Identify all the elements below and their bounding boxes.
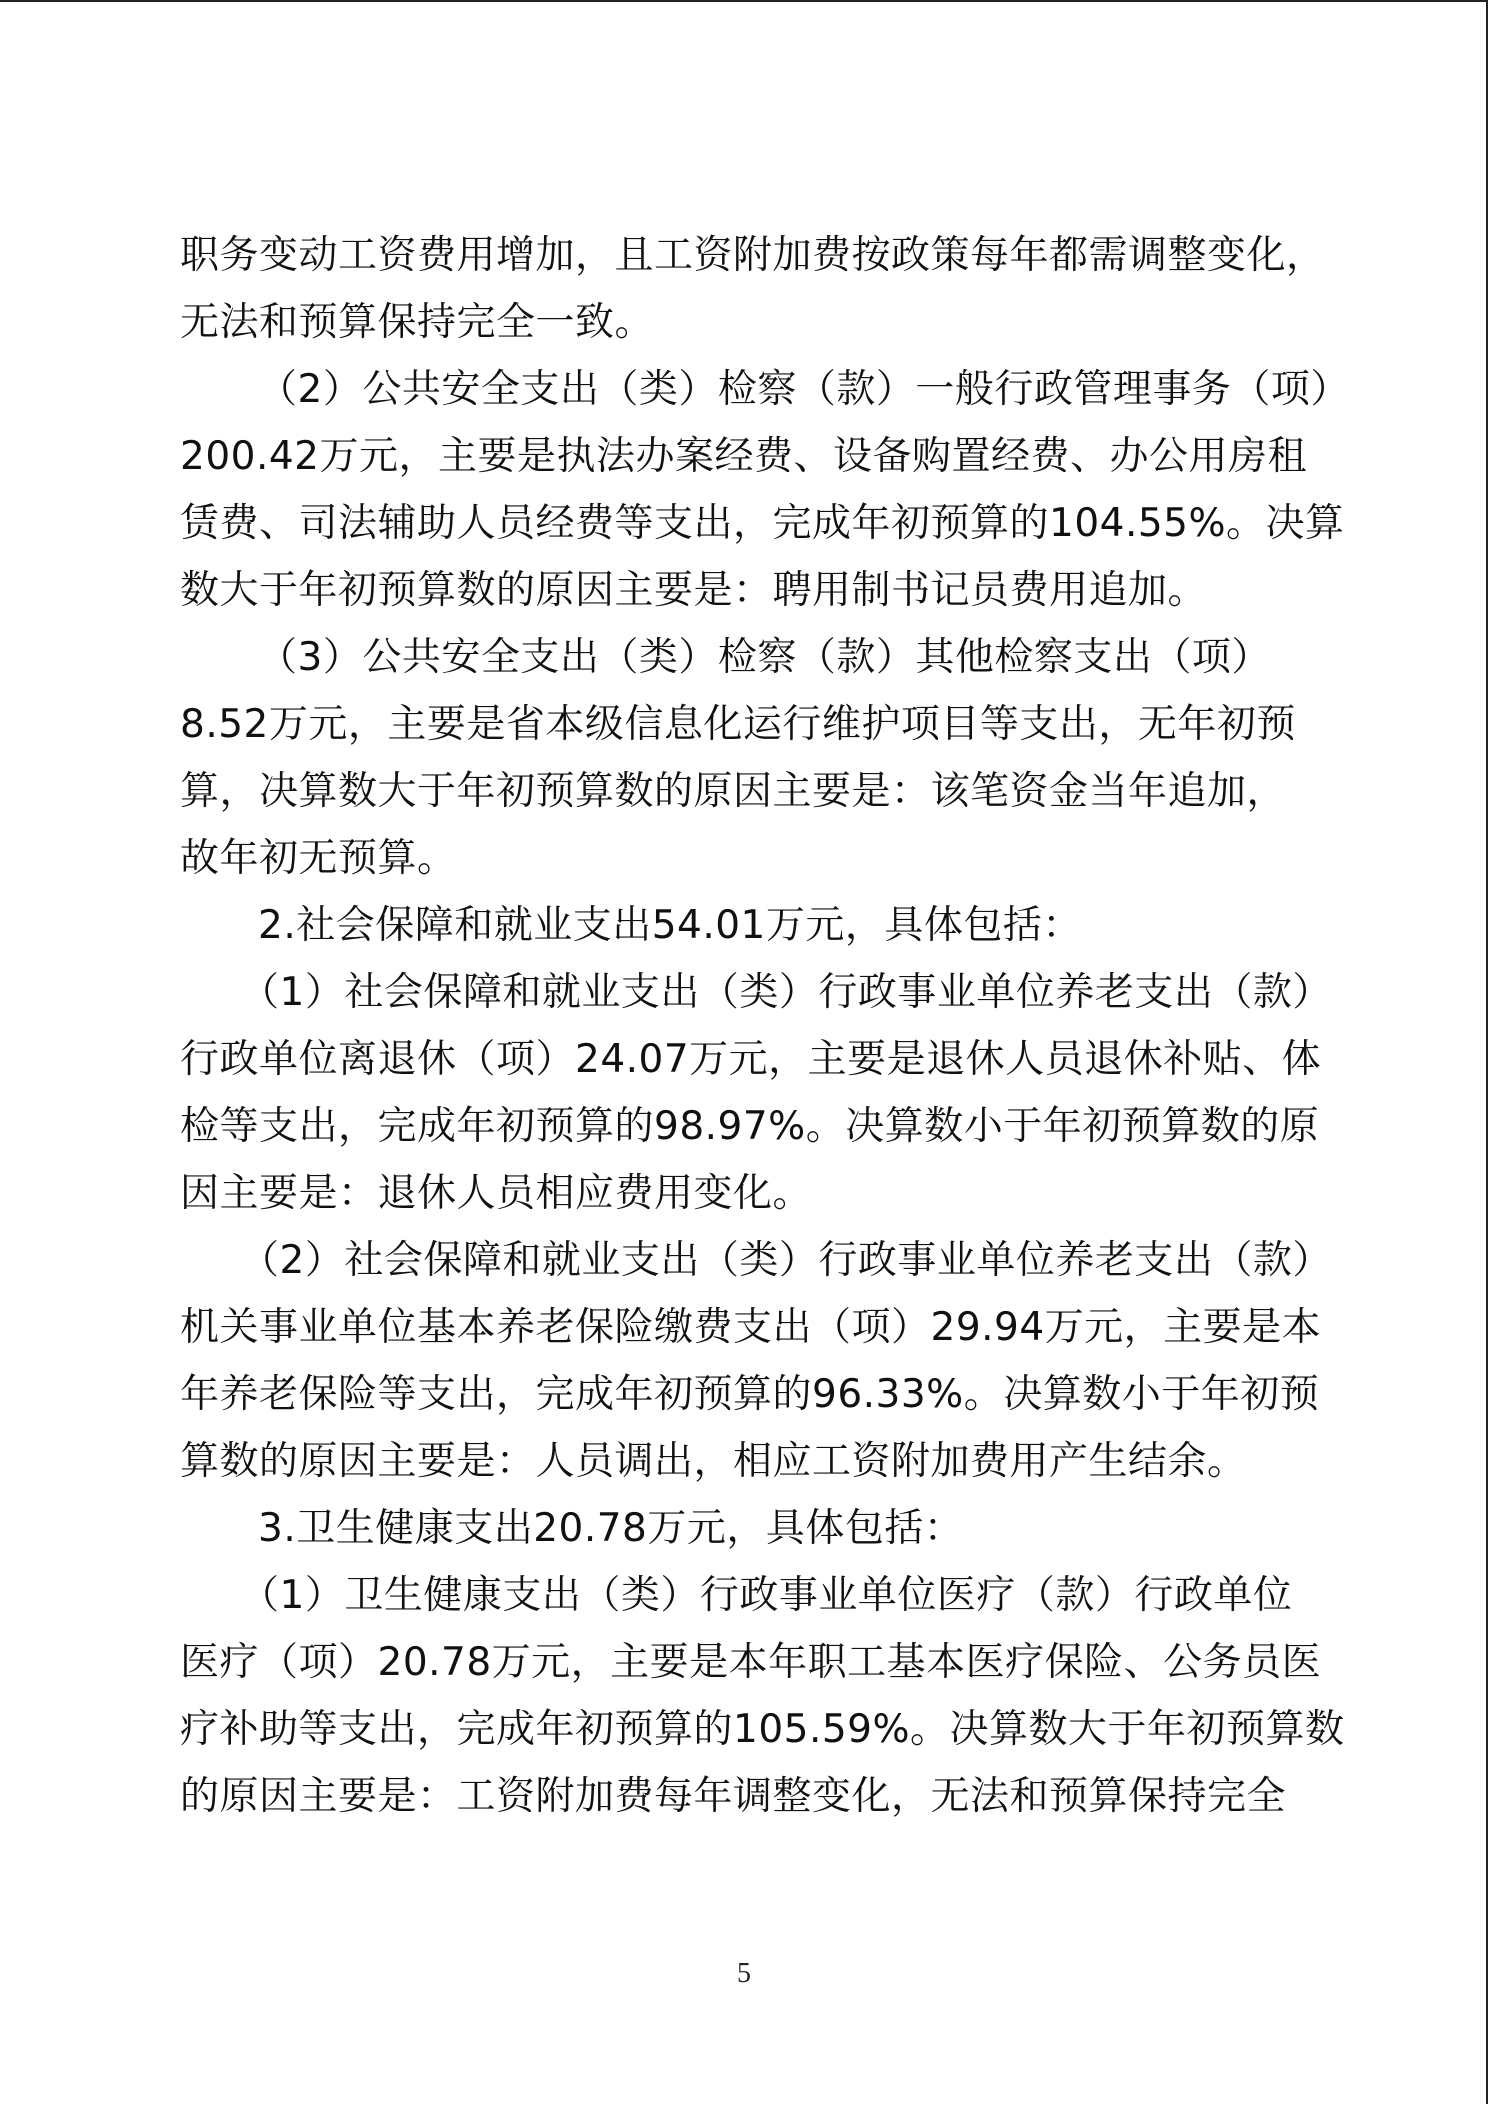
text-line: 的原因主要是：工资附加费每年调整变化，无法和预算保持完全 — [180, 1774, 1287, 1819]
paragraph-start: （3）公共安全支出（类）检察（款）其他检察支出（项） — [258, 635, 1271, 680]
text-line: 职务变动工资费用增加，且工资附加费按政策每年都需调整变化， — [180, 233, 1326, 278]
paragraph-start: （2）社会保障和就业支出（类）行政事业单位养老支出（款） — [240, 1238, 1332, 1283]
text-line: 算，决算数大于年初预算数的原因主要是：该笔资金当年追加， — [180, 769, 1287, 814]
text-line: 无法和预算保持完全一致。 — [180, 300, 655, 345]
document-body — [180, 222, 1350, 1830]
text-line: 数大于年初预算数的原因主要是：聘用制书记员费用追加。 — [180, 568, 1208, 613]
text-line: 因主要是：退休人员相应费用变化。 — [180, 1171, 813, 1216]
text-line: 机关事业单位基本养老保险缴费支出（项）29.94万元，主要是本 — [180, 1305, 1322, 1350]
text-line: 疗补助等支出，完成年初预算的105.59%。决算数大于年初预算数 — [180, 1707, 1345, 1752]
paragraph-start: （1）卫生健康支出（类）行政事业单位医疗（款）行政单位 — [240, 1573, 1293, 1618]
text-line: 算数的原因主要是：人员调出，相应工资附加费用产生结余。 — [180, 1439, 1247, 1484]
text-line: 年养老保险等支出，完成年初预算的96.33%。决算数小于年初预 — [180, 1372, 1320, 1417]
paragraph-start: （1）社会保障和就业支出（类）行政事业单位养老支出（款） — [240, 970, 1332, 1015]
page-number: 5 — [737, 1958, 751, 1989]
paragraph-start: （2）公共安全支出（类）检察（款）一般行政管理事务（项） — [258, 367, 1350, 412]
text-line: 行政单位离退休（项）24.07万元，主要是退休人员退休补贴、体 — [180, 1037, 1322, 1082]
text-line: 200.42万元，主要是执法办案经费、设备购置经费、办公用房租 — [180, 434, 1307, 479]
section-heading: 3.卫生健康支出20.78万元，具体包括： — [258, 1506, 964, 1551]
text-line: 医疗（项）20.78万元，主要是本年职工基本医疗保险、公务员医 — [180, 1640, 1322, 1685]
text-line: 故年初无预算。 — [180, 836, 457, 881]
section-heading: 2.社会保障和就业支出54.01万元，具体包括： — [258, 903, 1082, 948]
text-line: 8.52万元，主要是省本级信息化运行维护项目等支出，无年初预 — [180, 702, 1296, 747]
text-line: 赁费、司法辅助人员经费等支出，完成年初预算的104.55%。决算 — [180, 501, 1345, 546]
text-line: 检等支出，完成年初预算的98.97%。决算数小于年初预算数的原 — [180, 1104, 1320, 1149]
